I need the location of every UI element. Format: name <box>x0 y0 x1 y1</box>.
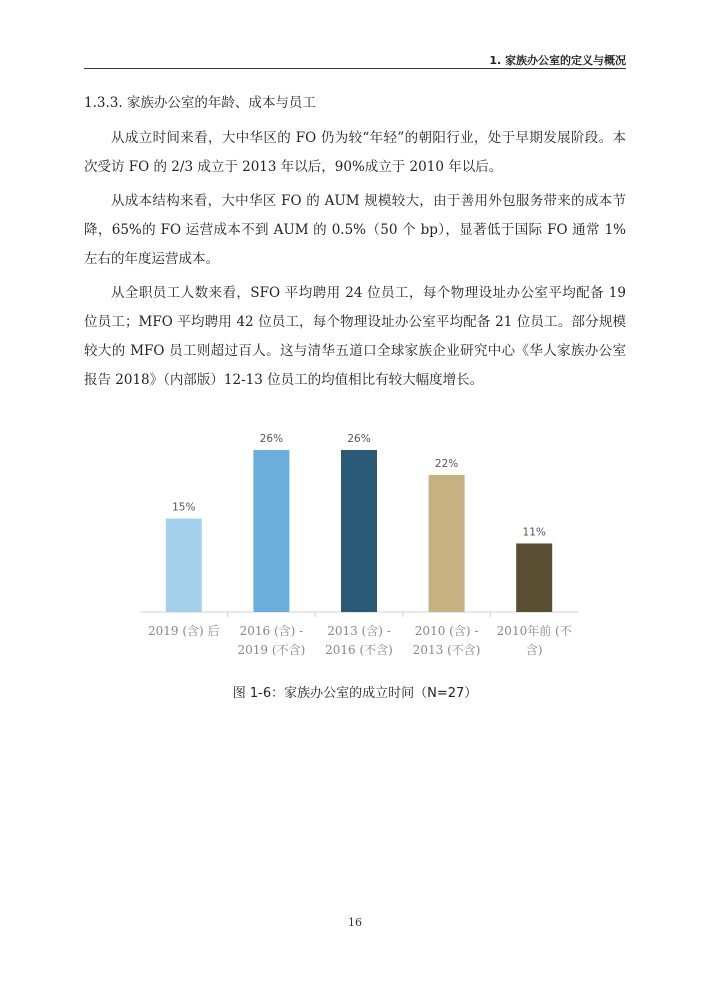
category-label-3-0: 2010 (含) - <box>414 624 479 638</box>
category-label-1-0: 2016 (含) - <box>239 624 304 638</box>
bar-2 <box>341 450 377 612</box>
page-number: 16 <box>348 916 362 929</box>
bar-4 <box>516 543 552 612</box>
paragraph-cost-structure: 从成本结构来看，大中华区 FO 的 AUM 规模较大，由于善用外包服务带来的成本节降，65%的 FO 运营成本不到 AUM 的 0.5%（50 个 bp），显著低于国际 FO 通常 1%左右的年度运营成本。 <box>84 193 626 267</box>
bar-3 <box>429 475 465 612</box>
data-label-1: 26% <box>259 433 284 445</box>
bar-1 <box>253 450 289 612</box>
category-label-4-1: 含) <box>525 643 543 657</box>
category-label-3-1: 2013 (不含) <box>412 643 481 657</box>
category-label-2-0: 2013 (含) - <box>327 624 391 638</box>
section-heading: 1.3.3. 家族办公室的年龄、成本与员工 <box>84 95 316 111</box>
category-label-4-0: 2010年前 (不 <box>496 624 572 638</box>
category-label-0-0: 2019 (含) 后 <box>148 624 220 638</box>
running-header: 1. 家族办公室的定义与概况 <box>489 54 626 67</box>
bar-0 <box>166 519 202 612</box>
data-label-0: 15% <box>172 501 196 514</box>
category-label-1-1: 2019 (不含) <box>237 643 306 657</box>
paragraph-staff-count: 从全职员工人数来看，SFO 平均聘用 24 位员工，每个物理设址办公室平均配备 19 位员工；MFO 平均聘用 42 位员工，每个物理设址办公室平均配备 21 位员工。部分规模较大的 MFO 员工则超过百人。这与清华五道口全球家族企业研究中心《华人家族办公室报告 2018》（内部版）12-13 位员工的均值相比有较大幅度增长。 <box>84 285 626 388</box>
data-label-3: 22% <box>434 457 459 470</box>
paragraph-founding-time: 从成立时间来看，大中华区的 FO 仍为较“年轻”的朝阳行业，处于早期发展阶段。本次受访 FO 的 2/3 成立于 2013 年以后，90%成立于 2010 年以后。 <box>84 130 626 175</box>
data-label-4: 11% <box>522 526 546 539</box>
figure-caption: 图 1-6：家族办公室的成立时间（N=27） <box>232 686 478 701</box>
category-label-2-1: 2016 (不含) <box>325 643 393 657</box>
data-label-2: 26% <box>347 433 371 445</box>
